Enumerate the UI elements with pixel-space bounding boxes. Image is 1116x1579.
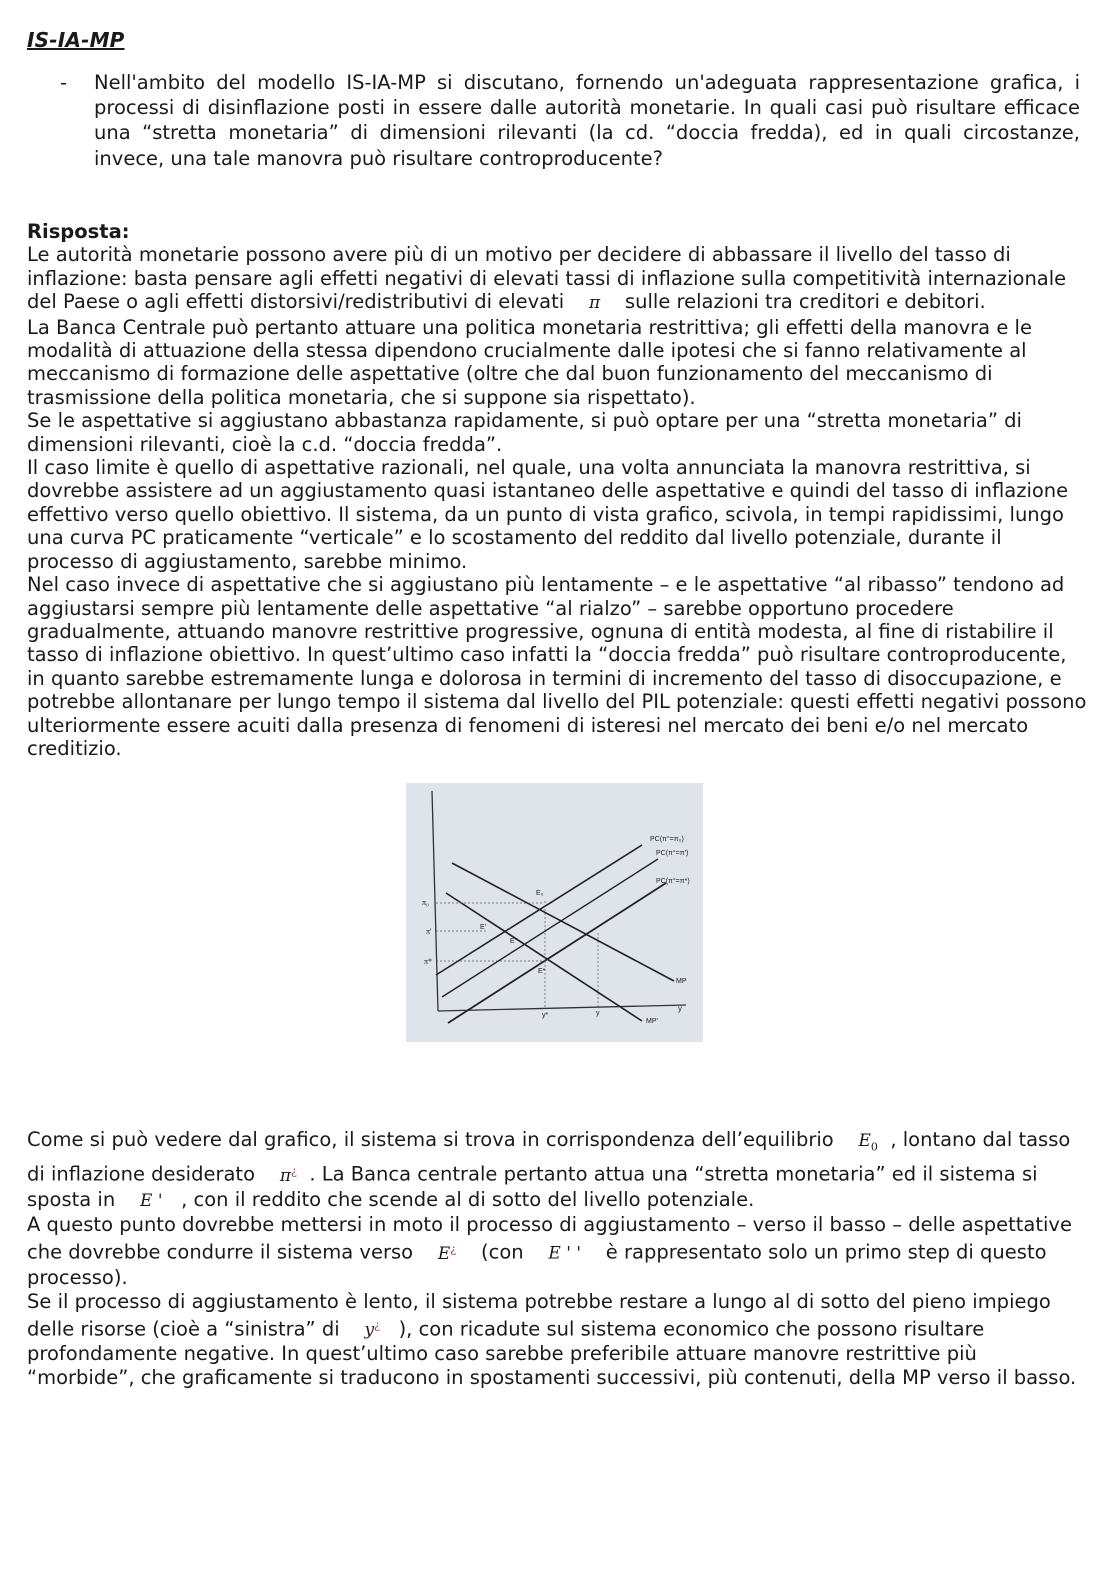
- answer-p1-text-b: sulle relazioni tra creditori e debitori.: [624, 290, 986, 314]
- b1-text-c: . La Banca centrale pertanto attua una “stretta monetaria” ed il sistema si sposta in: [27, 1163, 1038, 1212]
- question-text: Nell'ambito del modello IS-IA-MP si discutano, fornendo un'adeguata rappresentazione grafica, i processi di disinflazione posti in essere dalle autorità monetarie. In quali casi può risultare efficace una “stretta monetaria” di dimensioni rilevanti (la cd. “doccia fredda), ed in quali circostanze, invece, una tale manovra può risultare controproducente?: [94, 71, 1080, 170]
- label-y-axis: y: [678, 1004, 682, 1013]
- pi-letter: π: [279, 1166, 291, 1187]
- label-pc3: PC(π°=π*): [656, 878, 690, 885]
- e0-symbol: [858, 1131, 878, 1154]
- label-mp: MP: [676, 978, 687, 985]
- b3-text-a: Se il processo di aggiustamento è lento, il sistema potrebbe restare a lungo al di sotto del pieno impiego delle risorse (cioè a “sinistra” di: [27, 1289, 1051, 1341]
- label-ystar: y*: [542, 1012, 549, 1019]
- is-ia-mp-diagram: [406, 783, 703, 1042]
- answer-paragraph-1: [27, 243, 1087, 315]
- e-star-symbol: [438, 1244, 456, 1264]
- pi-symbol: π: [589, 293, 601, 314]
- b1-text-d: , con il reddito che scende al di sotto del livello potenziale.: [181, 1188, 755, 1212]
- document-title: IS-IA-MP: [27, 28, 125, 52]
- y-star-letter: y: [364, 1320, 375, 1341]
- answer-label: Risposta:: [27, 220, 130, 243]
- list-dash: -: [60, 71, 68, 94]
- b2-text-a: A questo punto dovrebbe mettersi in moto il processo di aggiustamento – verso il basso – delle aspettative che dovrebbe condurre il sistema verso: [27, 1213, 1072, 1264]
- b3-text-b: ), con ricadute sul sistema economico che possono risultare profondamente negative. In quest’ultimo caso sarebbe preferibile attuare manovre restrittive più “morbide”, che graficamente si traducono in spostamenti successivi, più contenuti, della MP verso il basso.: [27, 1317, 1077, 1390]
- figure-commentary: [27, 1128, 1087, 1390]
- e0-subscript: 0: [870, 1140, 878, 1154]
- e1-symbol: E ': [140, 1191, 163, 1212]
- b1-text-a: Come si può vedere dal grafico, il sistema si trova in corrispondenza dell’equilibrio: [27, 1128, 834, 1151]
- figure-background: [406, 783, 703, 1042]
- b2-text-c: è rappresentato solo un primo step di questo processo).: [27, 1240, 1047, 1289]
- y-star-superscript: ¿: [374, 1318, 380, 1332]
- commentary-paragraph-3: [27, 1290, 1087, 1391]
- answer-paragraph-3: Se le aspettative si aggiustano abbastanza rapidamente, si può optare per una “stretta monetaria” di dimensioni rilevanti, cioè la c.d. “doccia fredda”.: [27, 409, 1022, 456]
- answer-paragraph-5: Nel caso invece di aspettative che si aggiustano più lentamente – e le aspettative “al ribasso” tendono ad aggiustarsi sempre più lentamente delle aspettative “al rialzo” – sarebbe opportuno procedere gradualmente, attuando manovre restrittive progressive, ognuna di entità modesta, al fine di ristabilire il tasso di inflazione obiettivo. In quest’ultimo caso infatti la “doccia fredda” può risultare controproducente, in quanto sarebbe estremamente lunga e dolorosa in termini di incremento del tasso di disoccupazione, e potrebbe allontanare per lungo tempo il sistema dal livello del PIL potenziale: questi effetti negativi possono ulteriormente essere acuiti dalla presenza di fenomeni di isteresi nel mercato dei beni e/o nel mercato creditizio.: [27, 573, 1087, 760]
- e2-symbol: E ' ': [548, 1243, 581, 1264]
- label-pi0: π₀: [422, 898, 429, 907]
- label-pistar: π*: [424, 957, 433, 966]
- label-estar: E*: [538, 968, 546, 975]
- commentary-paragraph-1: [27, 1128, 1087, 1213]
- e0-letter: E: [858, 1131, 871, 1151]
- answer-section: [27, 220, 1087, 760]
- label-pc2: PC(π°=π'): [656, 850, 689, 857]
- label-e2: E'': [510, 938, 518, 945]
- pi-target-symbol: [280, 1166, 297, 1186]
- answer-paragraph-2: La Banca Centrale può pertanto attuare una politica monetaria restrittiva; gli effetti della manovra e le modalità di attuazione della stessa dipendono crucialmente dalle ipotesi che si fanno relativamente al meccanismo di formazione delle aspettative (oltre che dal buon funzionamento del meccanismo di trasmissione della politica monetaria, che si suppone sia rispettato).: [27, 315, 1032, 409]
- label-pi1: π': [426, 927, 432, 936]
- label-mp-prime: MP': [646, 1018, 658, 1025]
- label-y: y: [596, 1010, 600, 1017]
- label-e1: E': [480, 924, 487, 931]
- b1-text-b: , lontano dal tasso di inflazione desiderato: [27, 1128, 1071, 1187]
- label-pc1: PC(π°=π₀): [650, 836, 684, 843]
- e-star-letter: E: [437, 1243, 451, 1264]
- pi-superscript: ¿: [291, 1164, 297, 1178]
- e-star-superscript: ¿: [450, 1242, 457, 1256]
- y-star-symbol: [364, 1320, 380, 1340]
- commentary-paragraph-2: [27, 1213, 1087, 1290]
- answer-paragraph-4: Il caso limite è quello di aspettative razionali, nel quale, una volta annunciata la manovra restrittiva, si dovrebbe assistere ad un aggiustamento quasi istantaneo delle aspettative e quindi del tasso di inflazione effettivo verso quello obiettivo. Il sistema, da un punto di vista grafico, scivola, in tempi rapidissimi, lungo una curva PC praticamente “verticale” e lo scostamento del reddito dal livello potenziale, durante il processo di aggiustamento, sarebbe minimo.: [27, 456, 1069, 573]
- exam-question: [60, 70, 1080, 171]
- answer-p1-text-a: Le autorità monetarie possono avere più di un motivo per decidere di abbassare il livello del tasso di inflazione: basta pensare agli effetti negativi di elevati tassi di inflazione sulla competitività internazionale del Paese o agli effetti distorsivi/redistributivi di elevati: [27, 243, 1067, 314]
- b2-text-b: (con: [481, 1240, 524, 1264]
- label-e0: E₀: [536, 890, 544, 897]
